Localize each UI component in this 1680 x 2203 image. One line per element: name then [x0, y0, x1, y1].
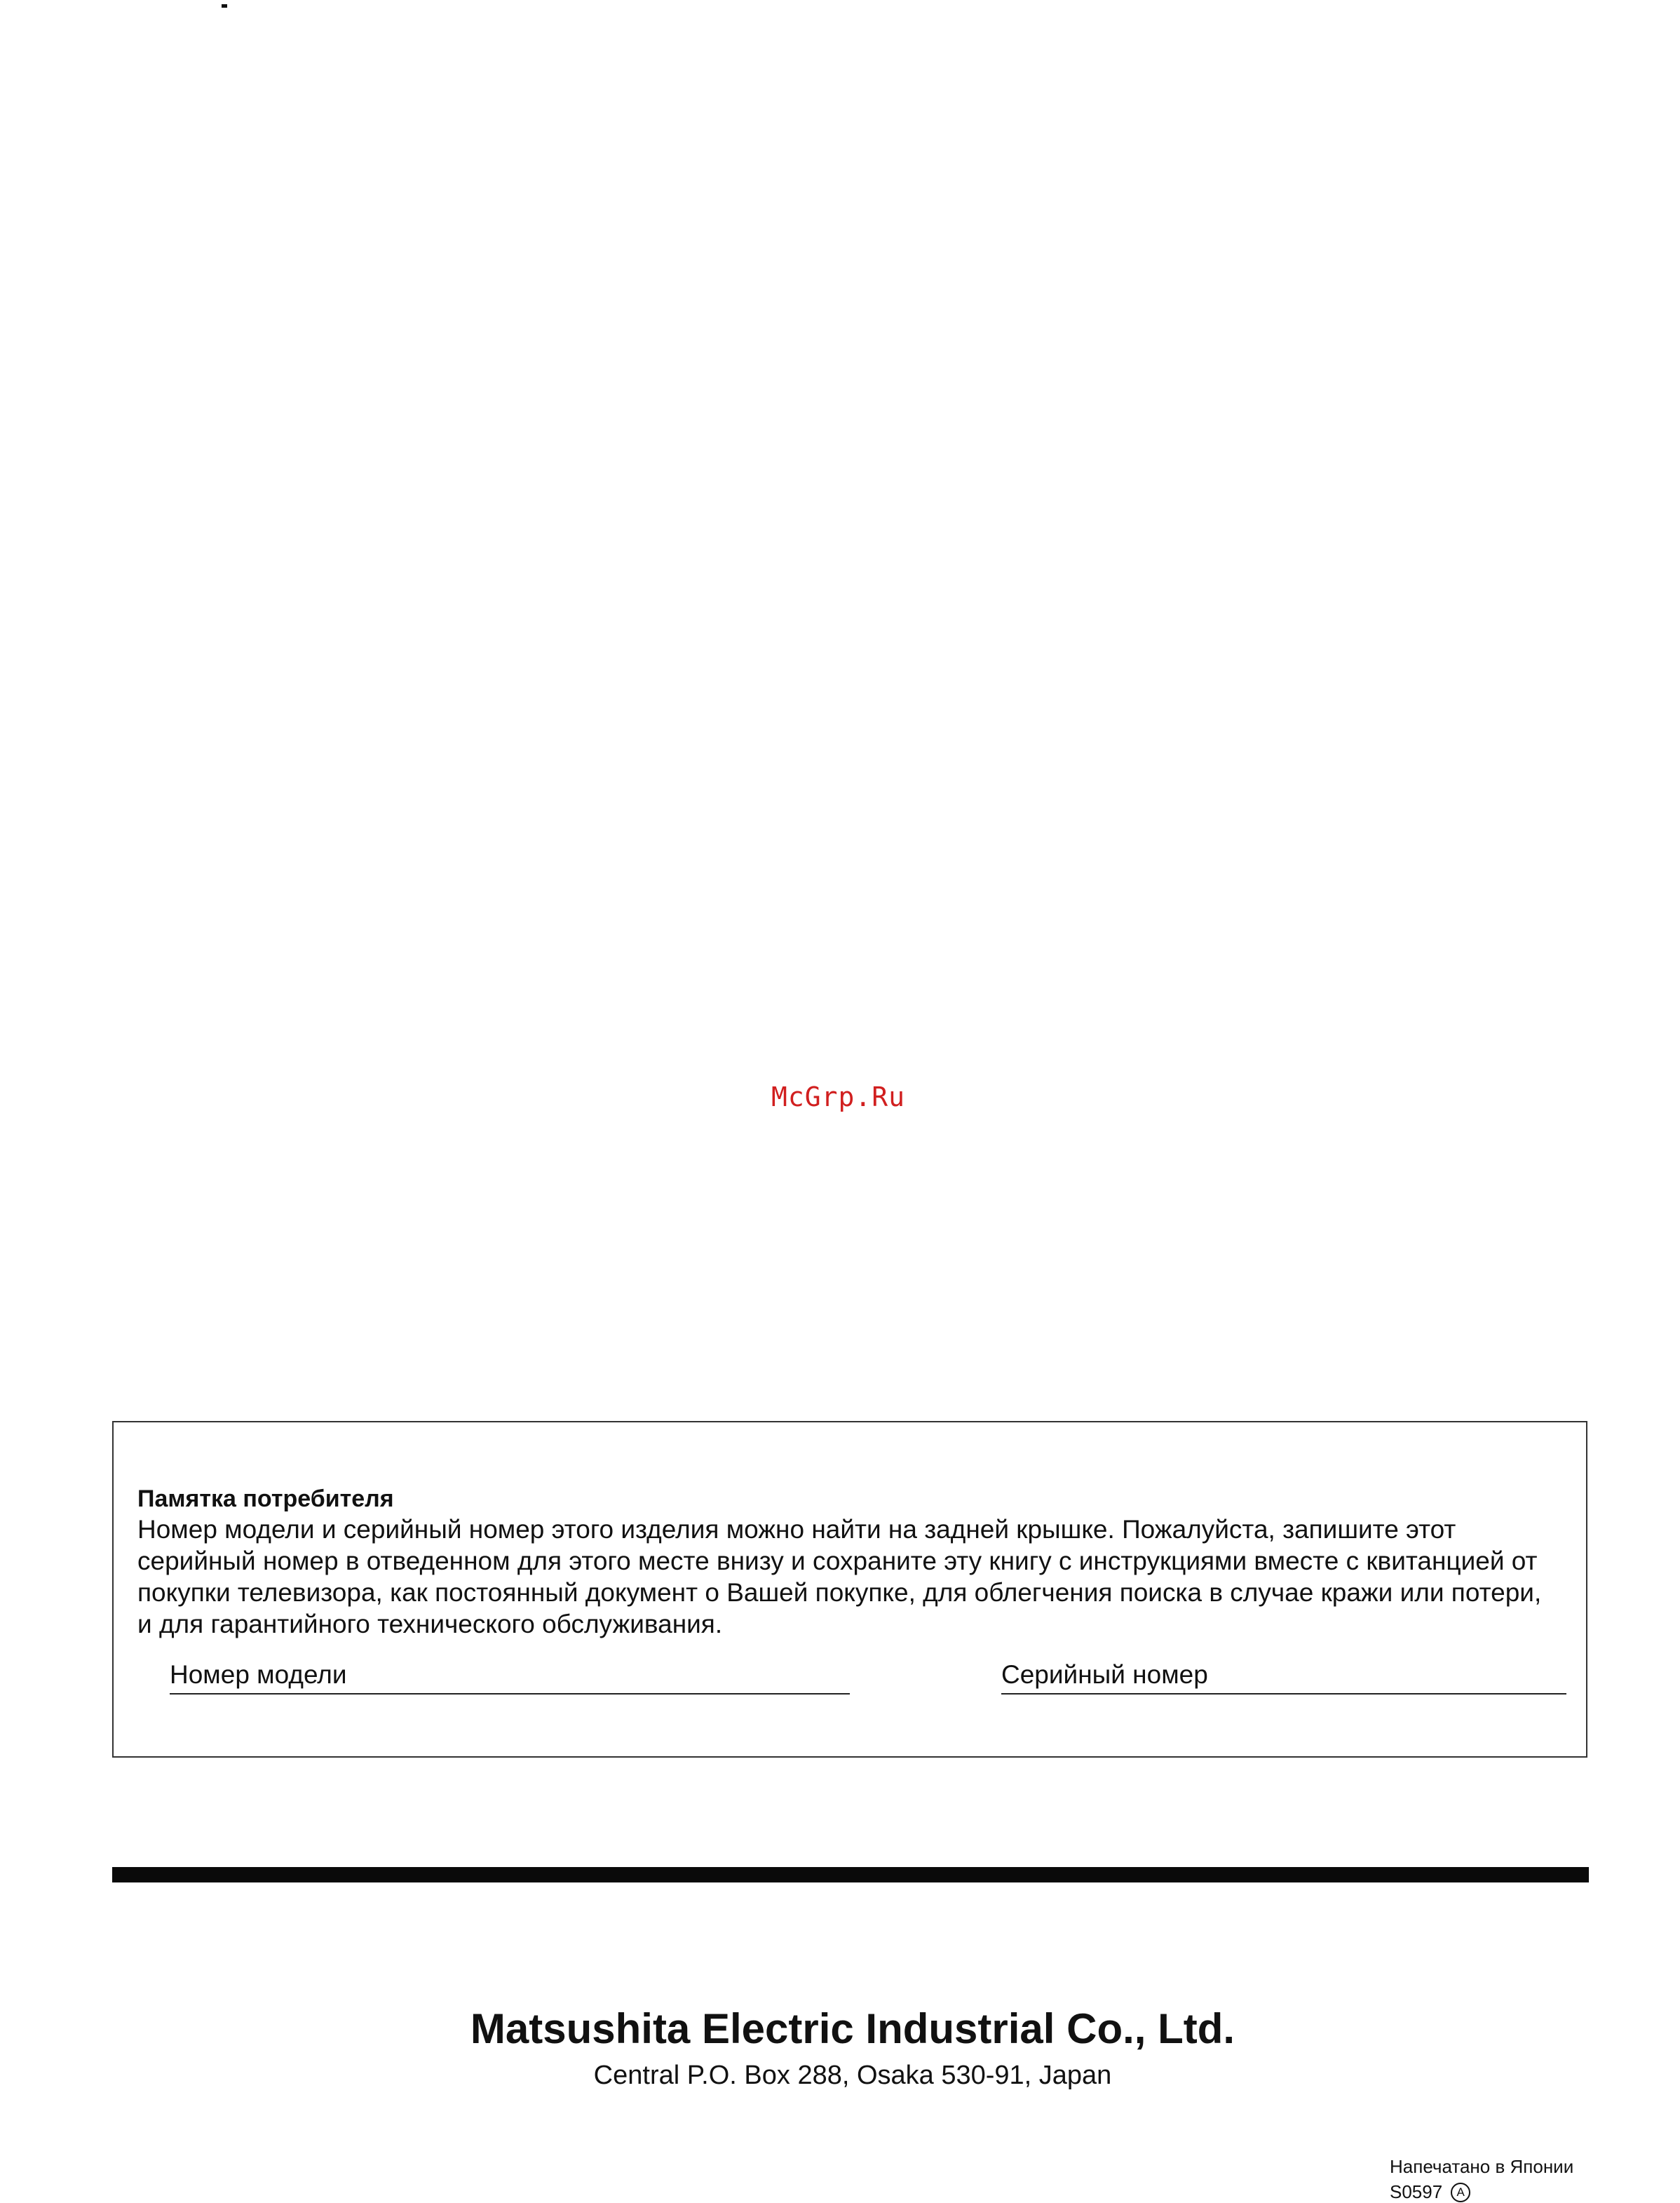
- scan-mark: [222, 4, 227, 8]
- watermark: McGrp.Ru: [771, 1082, 906, 1112]
- printed-in-label: Напечатано в Японии: [1390, 2156, 1574, 2177]
- divider-bar: [112, 1867, 1589, 1882]
- consumer-memo-box: [112, 1421, 1587, 1758]
- circled-a-icon: A: [1451, 2183, 1470, 2202]
- serial-number-field: [1001, 1659, 1566, 1695]
- company-address: Central P.O. Box 288, Osaka 530-91, Japan: [593, 2061, 1112, 2090]
- company-name: Matsushita Electric Industrial Co., Ltd.: [470, 2005, 1235, 2052]
- print-code-text: S0597: [1390, 2181, 1443, 2202]
- model-number-field: [170, 1659, 850, 1695]
- model-number-label: Номер модели: [170, 1660, 347, 1689]
- memo-title: Памятка потребителя: [137, 1485, 394, 1512]
- serial-number-label: Серийный номер: [1001, 1660, 1208, 1689]
- memo-text: Номер модели и серийный номер этого изделия можно найти на задней крышке. Пожалуйста, запишите этот серийный номер в отведенном для этого месте внизу и сохраните эту книгу с инструкциями вместе с квитанцией от покупки телевизора, как постоянный документ о Вашей покупке, для облегчения поиска в случае кражи или потери, и для гарантийного технического обслуживания.: [137, 1515, 1542, 1638]
- print-code: [1390, 2181, 1470, 2203]
